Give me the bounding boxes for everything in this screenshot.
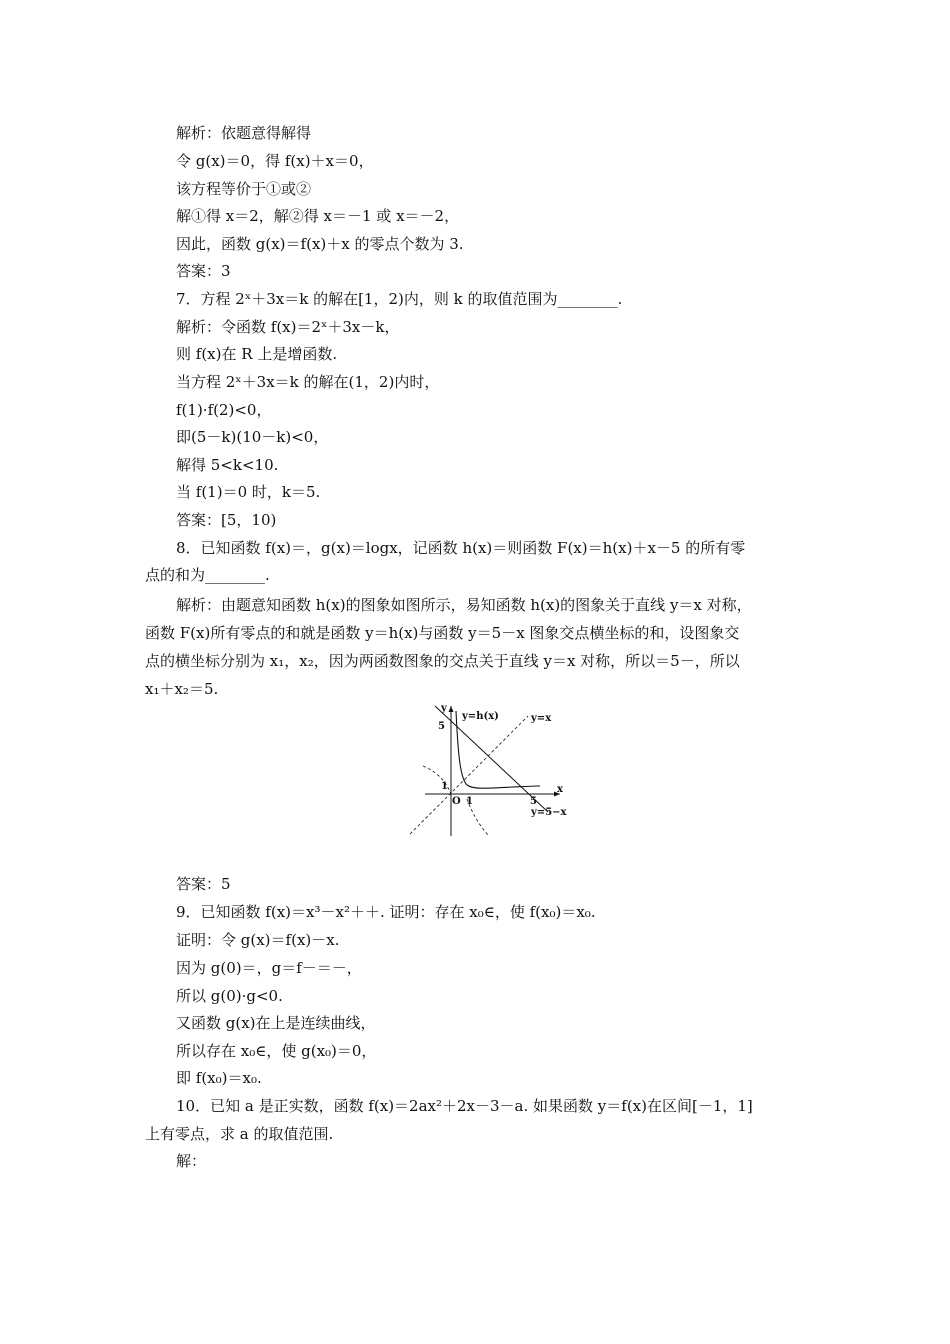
text-line: 答案：[5，10) — [176, 511, 277, 529]
text-line: 解得 5<k<10. — [176, 456, 279, 474]
text-line: 当 f(1)＝0 时，k＝5. — [176, 483, 321, 501]
hx-curve-label: y=h(x) — [462, 711, 499, 722]
text-line: 该方程等价于①或② — [176, 180, 312, 198]
text-line: 所以 g(0)·g<0. — [176, 987, 283, 1005]
text-line: 因为 g(0)＝，g＝f－＝－， — [176, 959, 362, 977]
y-tick-5-label: 5 — [438, 721, 445, 732]
text-line: 点的横坐标分别为 x₁，x₂，因为两函数图象的交点关于直线 y＝x 对称，所以＝5－，所以 — [145, 652, 740, 670]
text-line: x₁＋x₂＝5. — [145, 680, 219, 698]
line-y-equals-x — [410, 716, 528, 834]
origin-label: O — [452, 796, 461, 807]
text-line: 函数 F(x)所有零点的和就是函数 y＝h(x)与函数 y＝5－x 图象交点横坐标的和，设图象交 — [145, 624, 740, 642]
y-axis-arrow — [449, 706, 454, 712]
text-line: 当方程 2ˣ＋3x＝k 的解在(1，2)内时， — [176, 373, 440, 391]
text-line: 所以存在 x₀∈，使 g(x₀)＝0， — [176, 1042, 377, 1060]
y-tick-1-label: 1 — [441, 781, 448, 792]
text-line: 答案：5 — [176, 875, 231, 893]
question-9: 9．已知函数 f(x)＝x³－x²＋＋. 证明：存在 x₀∈，使 f(x₀)＝x₀. — [176, 903, 596, 921]
text-line: 则 f(x)在 R 上是增函数. — [176, 345, 338, 363]
y-axis-label: y — [441, 703, 447, 714]
text-line: 解①得 x＝2，解②得 x＝－1 或 x＝－2， — [176, 207, 460, 225]
y-equals-5-minus-x-label: y=5−x — [531, 807, 567, 818]
question-10: 10．已知 a 是正实数，函数 f(x)＝2ax²＋2x－3－a. 如果函数 y＝f(x)在区间[－1，1] — [176, 1097, 753, 1115]
text-line: 证明：令 g(x)＝f(x)－x. — [176, 931, 340, 949]
x-axis-label: x — [557, 784, 563, 795]
text-line: 解析：由题意知函数 h(x)的图象如图所示，易知函数 h(x)的图象关于直线 y＝x 对称， — [176, 596, 752, 614]
text-line: 点的和为________. — [145, 566, 270, 584]
text-line: 令 g(x)＝0，得 f(x)＋x＝0， — [176, 152, 374, 170]
text-line: 因此，函数 g(x)＝f(x)＋x 的零点个数为 3. — [176, 235, 464, 253]
question-7: 7．方程 2ˣ＋3x＝k 的解在[1，2)内，则 k 的取值范围为________. — [176, 290, 623, 308]
text-line: 又函数 g(x)在上是连续曲线， — [176, 1014, 376, 1032]
text-line: 即(5－k)(10－k)<0， — [176, 428, 329, 446]
question-8: 8．已知函数 f(x)＝，g(x)＝logx，记函数 h(x)＝则函数 F(x)＝h(x)＋x－5 的所有零 — [176, 539, 746, 557]
y-equals-x-label: y=x — [531, 713, 552, 724]
x-tick-5-label: 5 — [530, 796, 537, 807]
text-line: f(1)·f(2)<0， — [176, 401, 272, 419]
text-line: 解析：令函数 f(x)＝2ˣ＋3x－k， — [176, 318, 400, 336]
text-line: 上有零点，求 a 的取值范围. — [145, 1125, 334, 1143]
text-line: 即 f(x₀)＝x₀. — [176, 1069, 262, 1087]
text-line: 解析：依题意得解得 — [176, 124, 312, 142]
x-tick-1-label: 1 — [466, 796, 473, 807]
graph-svg — [405, 703, 580, 838]
text-line: 解： — [176, 1152, 207, 1170]
function-graph-figure — [405, 703, 580, 838]
curve-h-of-x — [456, 711, 540, 788]
text-line: 答案：3 — [176, 262, 231, 280]
